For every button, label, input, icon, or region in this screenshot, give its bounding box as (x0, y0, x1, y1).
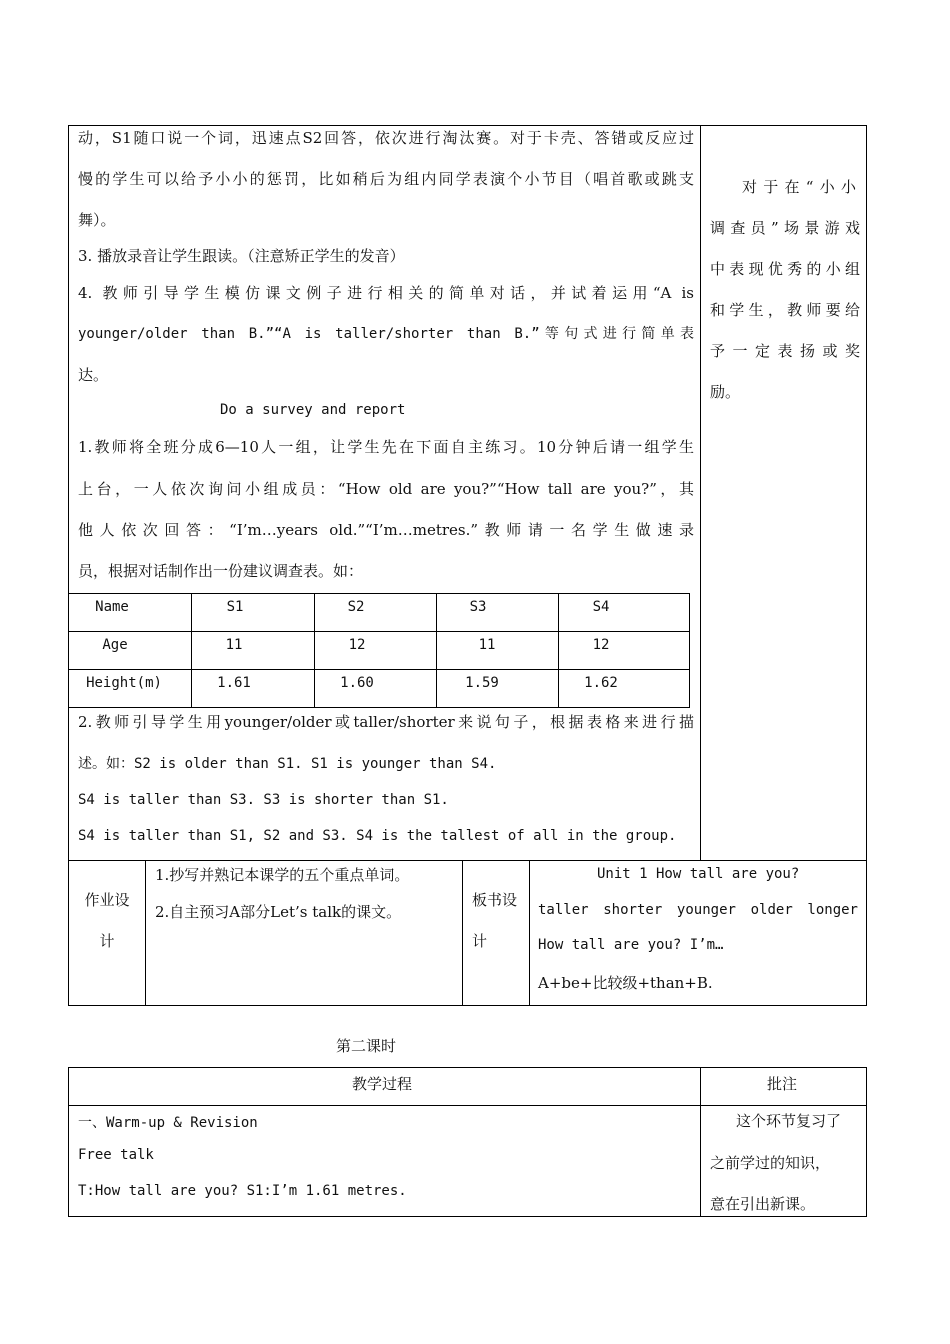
table2-bottom-border (68, 1216, 867, 1217)
board-title: Unit 1 How tall are you? (597, 866, 800, 882)
table2-right-border (866, 1067, 867, 1217)
lesson2-title: 第二课时 (336, 1037, 397, 1055)
board-line: taller shorter younger older longer (538, 902, 858, 918)
note-line: 励。 (710, 383, 741, 401)
table2-header-divider (68, 1105, 867, 1106)
paragraph-line: 2.教师引导学生用younger/older或taller/shorter来说句子，根据表格来进行描 (78, 713, 694, 731)
survey-table-border (68, 669, 690, 670)
table1-bottom-border (68, 1005, 867, 1006)
note-line: 对于在“小小 (742, 178, 856, 196)
table-cell: 1.61 (217, 675, 251, 691)
homework-board-divider (462, 860, 463, 1006)
paragraph-line: 他人依次回答：“I’m…years old.”“I’m…metres.”教师请一名学生做速录 (78, 521, 694, 539)
paragraph-line: 员，根据对话制作出一份建议调查表。如： (78, 562, 364, 580)
table1-right-border (866, 125, 867, 1006)
table-cell: Age (102, 637, 128, 653)
paragraph-line: 动，S1随口说一个词，迅速点S2回答，依次进行淘汰赛。对于卡壳、答错或反应过 (78, 129, 694, 147)
paragraph-line: 达。 (78, 366, 109, 384)
board-label-line: 计 (472, 932, 488, 950)
note-line: 予一定表扬或奖 (710, 342, 860, 360)
note-line: 中表现优秀的小组 (710, 260, 860, 278)
paragraph-line: 述。如：S2 is older than S1. S1 is younger than S4. (78, 756, 497, 772)
homework-label-divider (145, 860, 146, 1006)
note-line: 调查员”场景游戏 (710, 219, 860, 237)
table1-row-divider (68, 860, 867, 861)
paragraph-line: 3. 播放录音让学生跟读。（注意矫正学生的发音） (78, 247, 405, 265)
note-line: 之前学过的知识， (710, 1154, 831, 1172)
lesson2-line: Free talk (78, 1147, 154, 1163)
table-header-cell: S3 (469, 599, 487, 615)
table1-left-border (68, 125, 69, 1006)
note-line: 意在引出新课。 (710, 1195, 816, 1213)
table-cell: 11 (225, 637, 243, 653)
table1-top-border (68, 125, 867, 126)
survey-heading: Do a survey and report (220, 402, 406, 418)
table-cell: 11 (478, 637, 496, 653)
paragraph-line: 舞）。 (78, 211, 116, 229)
table-cell: 1.60 (340, 675, 374, 691)
board-label-line: 板书设 (472, 891, 518, 909)
table-cell: 12 (348, 637, 366, 653)
survey-table-border (68, 707, 690, 708)
paragraph-line: 上台，一人依次询问小组成员：“How old are you?”“How tall are you?”，其 (78, 480, 694, 498)
paragraph-line: 4. 教师引导学生模仿课文例子进行相关的简单对话，并试着运用“A is (78, 284, 694, 302)
table2-col-divider (700, 1067, 701, 1217)
lesson2-line: 一、Warm-up & Revision (78, 1115, 258, 1131)
table2-left-border (68, 1067, 69, 1217)
table2-header-note: 批注 (767, 1075, 798, 1093)
homework-item: 2.自主预习A部分Let’s talk的课文。 (155, 903, 402, 921)
table-cell: 1.62 (584, 675, 618, 691)
survey-table-border (68, 631, 690, 632)
table-cell: Height(m) (86, 675, 162, 691)
paragraph-line: 1.教师将全班分成6—10人一组，让学生先在下面自主练习。10分钟后请一组学生 (78, 438, 694, 456)
homework-label-line: 作业设 (84, 891, 130, 909)
table1-divider-vertical (700, 125, 701, 860)
table2-top-border (68, 1067, 867, 1068)
board-label (464, 880, 518, 962)
table-cell: 1.59 (465, 675, 499, 691)
board-label-divider (529, 860, 530, 1006)
table-header-cell: S2 (347, 599, 365, 615)
table2-header-process: 教学过程 (352, 1075, 413, 1093)
note-line: 这个环节复习了 (736, 1112, 842, 1130)
note-line: 和学生，教师要给 (710, 301, 860, 319)
homework-item: 1.抄写并熟记本课学的五个重点单词。 (155, 866, 410, 884)
lesson2-line: T:How tall are you? S1:I’m 1.61 metres. (78, 1183, 407, 1199)
paragraph-line: S4 is taller than S3. S3 is shorter than S1. (78, 792, 449, 808)
board-line: A+be+比较级+than+B. (538, 974, 713, 992)
paragraph-line: younger/older than B.”“A is taller/shorter than B.”等句式进行简单表 (78, 326, 694, 342)
board-line: How tall are you? I’m… (538, 937, 724, 953)
table-cell: 12 (592, 637, 610, 653)
homework-label (70, 880, 144, 962)
table-header-cell: S4 (592, 599, 610, 615)
survey-table-border (689, 593, 690, 708)
survey-table-border (68, 593, 690, 594)
table-header-cell: S1 (226, 599, 244, 615)
paragraph-line: 慢的学生可以给予小小的惩罚，比如稍后为组内同学表演个小节目（唱首歌或跳支 (78, 170, 694, 188)
table-header-cell: Name (95, 599, 129, 615)
paragraph-line: S4 is taller than S1, S2 and S3. S4 is the tallest of all in the group. (78, 828, 677, 844)
homework-label-line: 计 (99, 932, 115, 950)
